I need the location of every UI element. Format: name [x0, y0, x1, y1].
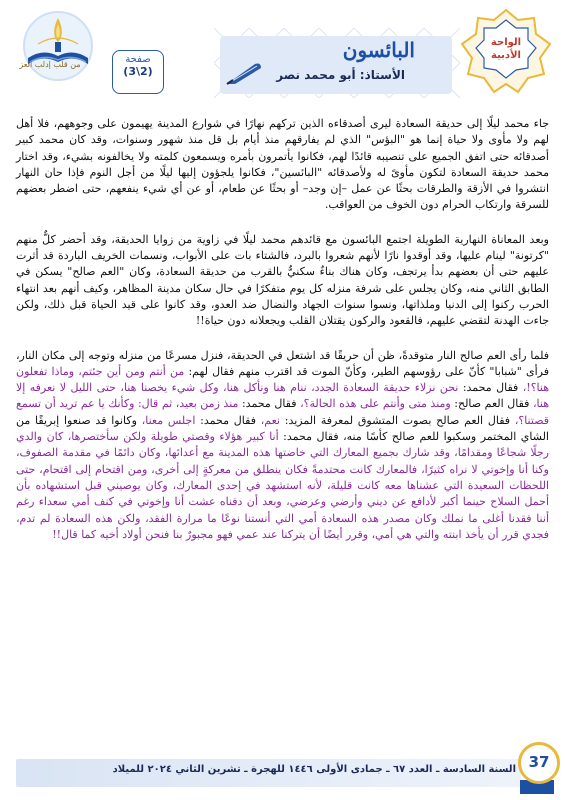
dialogue-speech: أنا كبير هؤلاء وقصتي طويلة ولكن سأختصرها، كان والدي رجلًا شجاعًا ومقدامًا، وقد شارك بجميع المعارك التي خاضتها هذه المدينة مع أعدائها، وكان دائمًا في مقدمة الصفوف، وكنا أنا وإخوتي لا نراه كثيرًا، فالمعارك كانت محتدمةً فكان ينطلق من معركةٍ إلى أخرى، ومن اقتحام إلى اقتحام، حتى اللحظات السعيدة التي عشناها معه كانت قليلة، لأنه استشهد في إحدى المعارك، وكان يوصيني قبل استشهاده بأن أحمل السلاح حينما أكبر لأدافع عن ديني وأرضي وعرضي، وبعد أن دفناه عشت أنا وإخوتي في كنف أمي سعداء رغم أننا فقدنا أغلى ما نملك وكان مصدر هذه السعادة أمي التي أنستنا نوعًا ما مرارة الفقد، ولكن هذه السعادة لم تدم، فجدي قرر أن يأخذ ابنته والتي هي أمي، وقرر أيضًا أن يتركنا عند عمي فهو مجبورٌ بنا فنحن أولاد أخيه كما قال!! — [16, 430, 549, 541]
page-number: 37 — [518, 742, 560, 784]
dialogue-narration: فقال محمد: — [458, 381, 523, 395]
page-header — [0, 0, 565, 100]
dialogue-speech: منذ زمن بعيد، ثم قال: وكأنك يا عم تريد أن تسمع قصتنا؟، — [16, 397, 549, 427]
dialogue-narration: فقال العم صالح بصوت المتشوق لمعرفة المزيد: — [279, 413, 515, 427]
article-body — [16, 116, 549, 543]
dialogue-speech: اجلس معنا، — [141, 413, 196, 427]
page-badge-label: صفحة — [125, 54, 151, 65]
dialogue-narration: فقال العم صالح: — [450, 397, 533, 411]
paragraph-1: جاء محمد ليلًا إلى حديقة السعادة ليرى أصدقاءه الذين تركهم نهارًا في شوارع المدينة يهيمون على وجوههم، فلا أهل لهم ولا مأوى ولا حياة إنما هو "البؤس" الذي لم يفارقهم منذ أيام بل قل منذ شهور وسنوات، وقد كان محمد كبير أصدقائه حتى اتفق الجميع على تنصيبه قائدًا لهم، فكانوا يأتمرون بأمره ويسمعون كلمته ولا يخالفونه بشيء، وقد اختار محمد حديقة السعادة لتكون مأوىً له ولأصدقائه "البائسين"، فكانوا يلجؤون إليها ليلًا من أجل النوم فإذا حان النهار انتشروا في الأزقة والطرقات بحثًا عن عمل –إن وجد– أو بحثًا عن طعام، أو عن أي شيء ينفعهم، حتى اضطر بعضهم للسرقة وارتكاب الحرام دون الخوف من العواقب. — [16, 117, 549, 212]
paragraph-2: وبعد المعاناة النهارية الطويلة اجتمع البائسون مع قائدهم محمد ليلًا في زاوية من زوايا الحديقة، وقد أحضر كلٌّ منهم "كرتونة" لينام عليها، وقد أوقدوا نارًا لأنهم شعروا بالبرد، فالشتاء بات على الأبواب، ونسمات الخريف الباردة قد أثرت عليهم حتى أن بعضهم بدأ يرتجف، وكان هناك بناءٌ سكنيٌّ بالقرب من حديقة السعادة، وكان "العم صالح" يسكن في الطابق الثاني منه، وكان يجلس على شرفة منزله كل يوم متفكرًا في حال سكان مدينة المظاهر، وكيف أنهم بعد انتهاء الحرب ركنوا إلى الدنيا وملذاتها، ونسوا سنوات الجهاد والنضال ضد العدو، وقد كانوا على قيد الحياة قبل ذلك، ولكن جاءت الهدنة لتقضي عليهم، فالقعود والركون يقتلان القلب ويجعلانه دون حياة!! — [16, 232, 549, 328]
author-name: الأستاذ: أبو محمد نصر — [276, 68, 405, 82]
page-part-badge — [112, 50, 164, 94]
dialogue-speech: نعم، — [260, 413, 280, 427]
quill-pen-icon — [225, 60, 265, 86]
book-logo-icon — [8, 8, 108, 98]
dialogue-narration: فقال محمد: — [238, 397, 301, 411]
article-title: البائسون — [342, 38, 415, 62]
logo-caption: من قلب إدلب العز — [19, 60, 81, 69]
dialogue-narration: وكانوا قد صنعوا إبريقًا من الشاي المختمر وسكبوا للعم صالح كأسًا منه، فقال محمد: — [16, 413, 549, 444]
dialogue-narration: فلما رأى العم صالح النار متوقدةً، ظن أن حريقًا قد اشتعل في الحديقة، فنزل مسرعًا من منزله وتوجه إلى مكان النار، فرأى "شبابا" كأنّ على رؤوسهم الطير، وكأنّ الموت قد اقترب منهم فقال لهم: — [16, 348, 550, 378]
issue-info: السنة السادسة ـ العدد ٦٧ ـ جمادى الأولى ١٤٤٦ للهجرة ـ تشرين الثاني ٢٠٢٤ للميلاد — [112, 764, 516, 775]
dialogue-paragraph — [16, 348, 549, 544]
dialogue-narration: فقال محمد: — [195, 413, 261, 427]
dialogue-speech: من أنتم ومن أين جئتم، وماذا تفعلون هنا؟!، — [16, 364, 549, 395]
dialogue-speech: نحن نزلاء حديقة السعادة الجدد، ننام هنا ونأكل هنا، وكل شيء يخصنا هنا، حتى الليل لا نعرفه إلا هنا، — [16, 381, 549, 411]
magazine-name: الواحة الأدبية — [490, 37, 522, 61]
dialogue-speech: ومنذ متى وأنتم على هذه الحالة؟، — [300, 397, 451, 411]
page-badge-value: (3\2) — [123, 65, 153, 78]
